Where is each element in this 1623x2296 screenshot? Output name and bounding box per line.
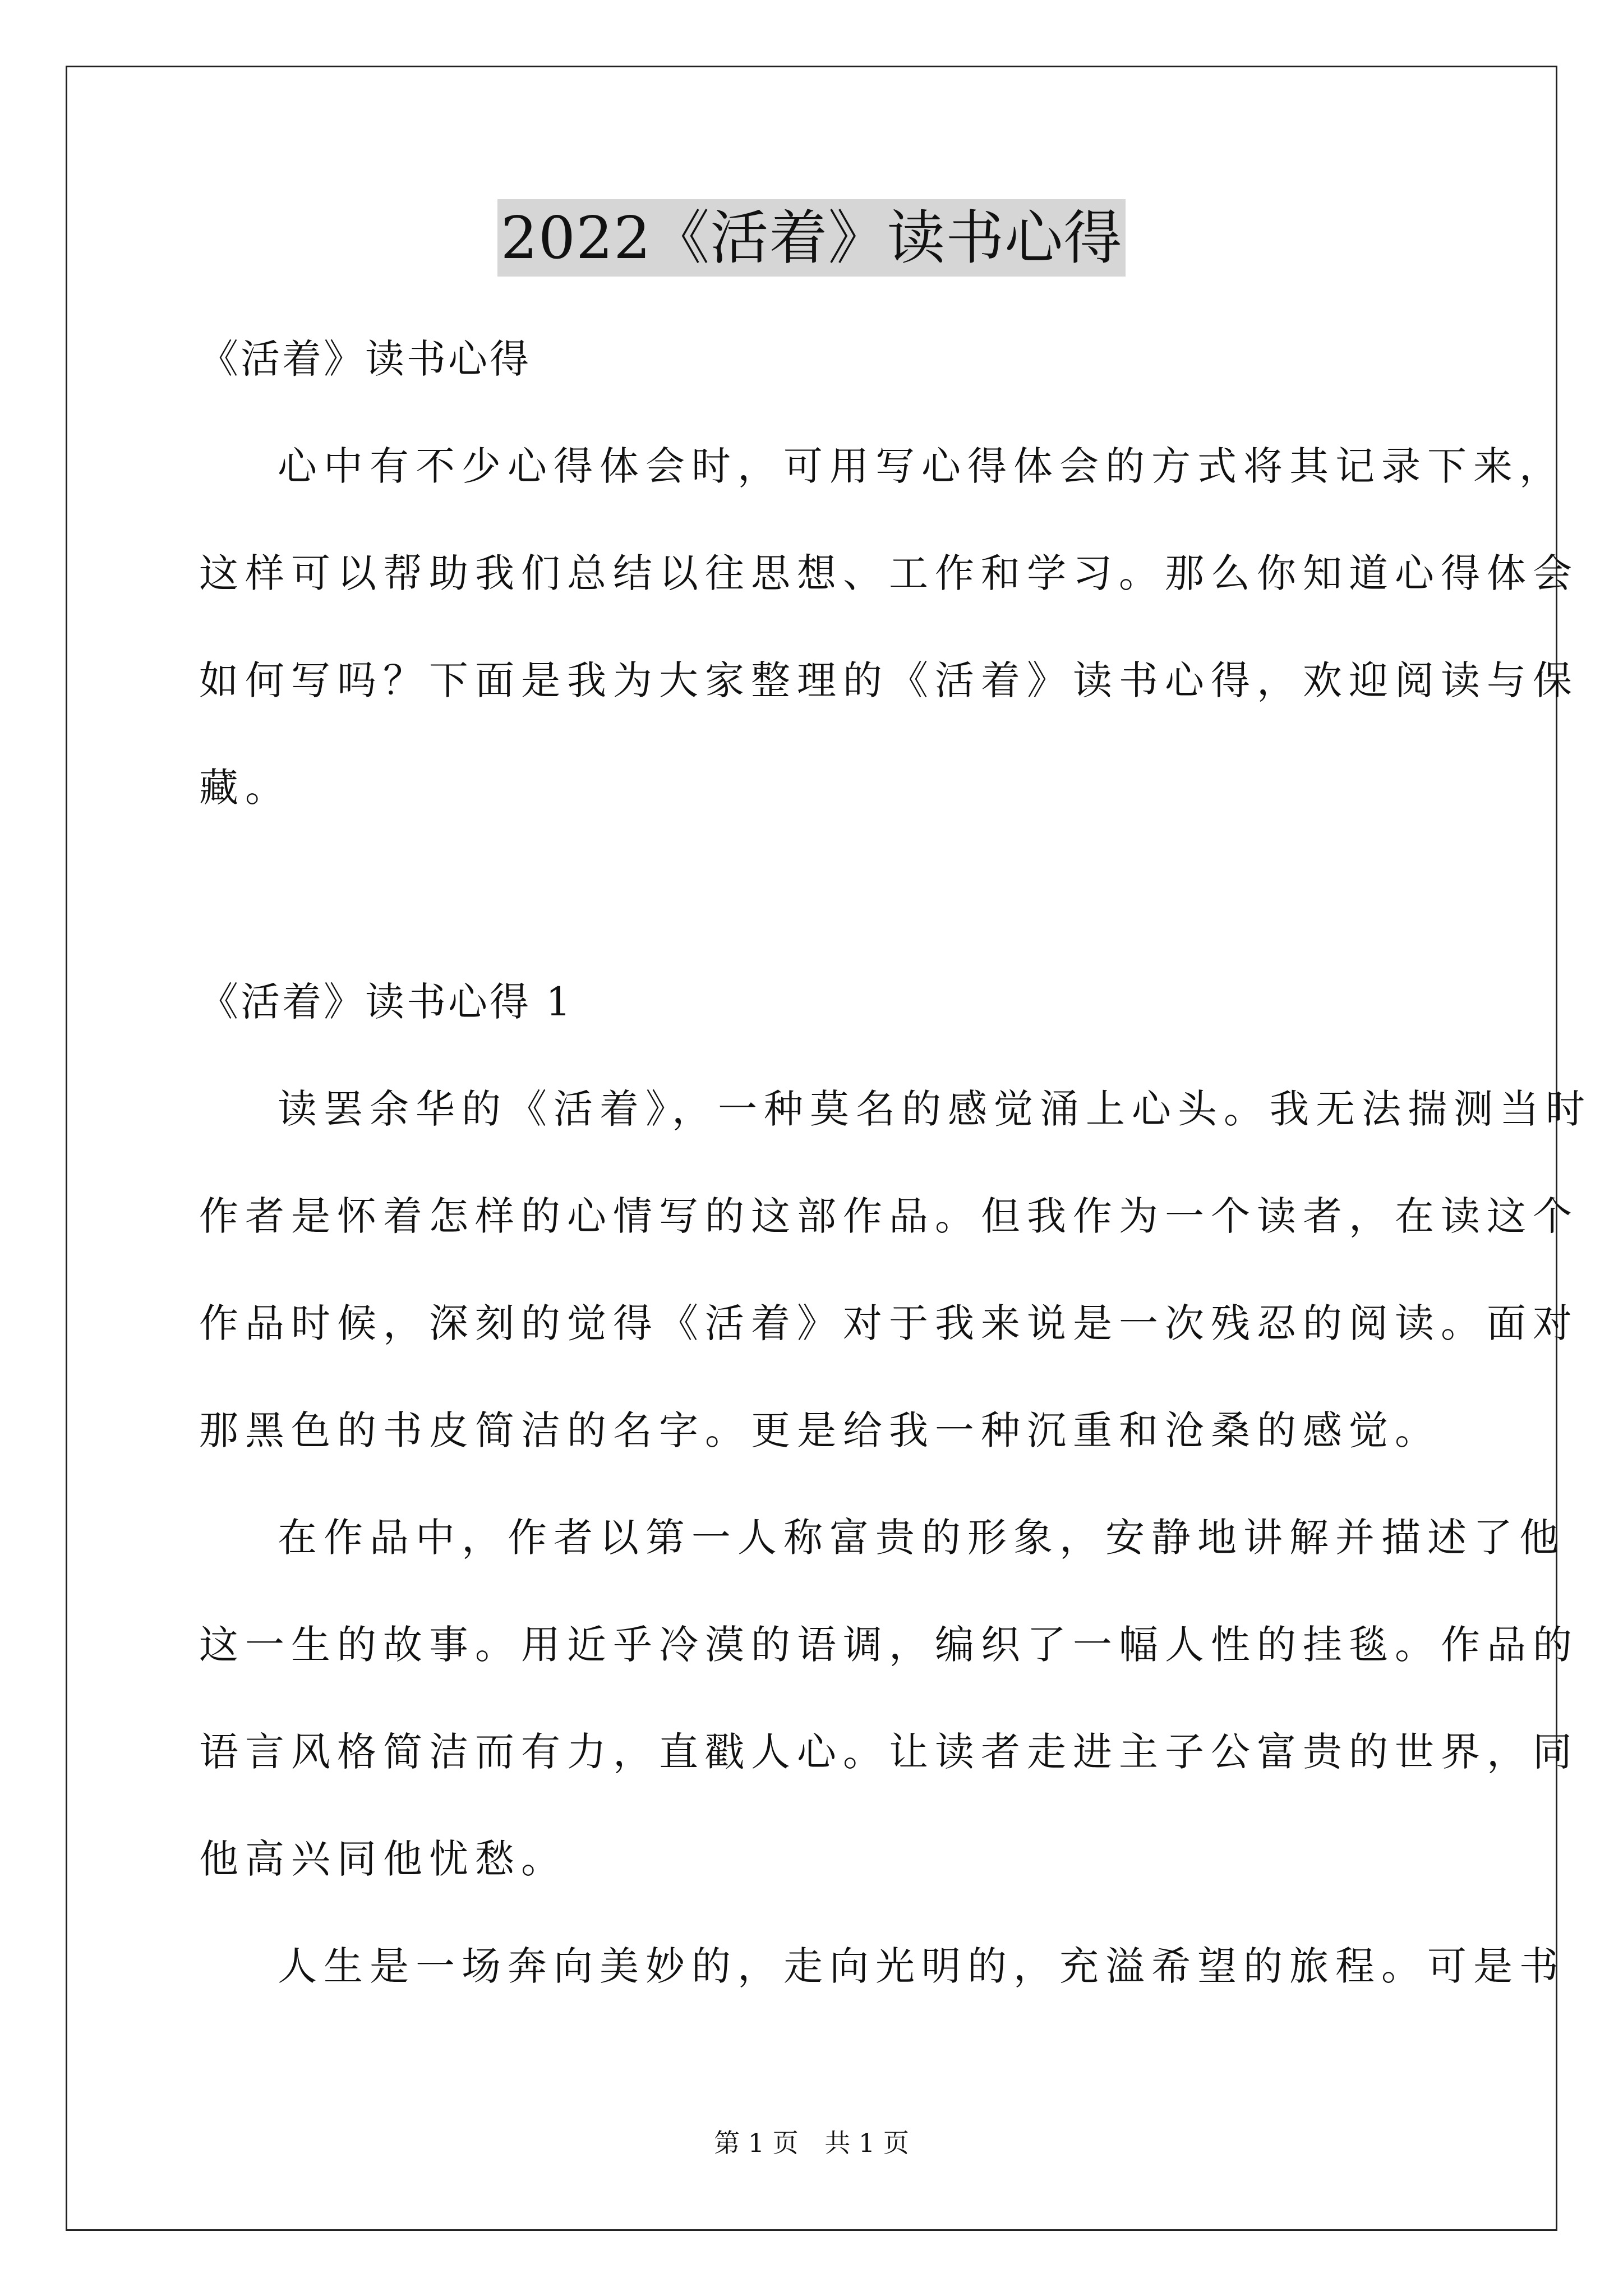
paragraph-line: 那黑色的书皮简洁的名字。更是给我一种沉重和沧桑的感觉。 xyxy=(199,1407,1441,1453)
paragraph-line: 语言风格简洁而有力，直戳人心。让读者走进主子公富贵的世界，同 xyxy=(199,1729,1579,1775)
section-heading: 《活着》读书心得 1 xyxy=(199,979,573,1025)
page-footer xyxy=(0,2126,1623,2160)
page-total: 共 1 页 xyxy=(824,2128,909,2158)
paragraph-spacer xyxy=(199,841,1433,949)
paragraph-line: 如何写吗？下面是我为大家整理的《活着》读书心得，欢迎阅读与保 xyxy=(199,657,1579,703)
paragraph-line: 他高兴同他忧愁。 xyxy=(199,1836,567,1882)
paragraph-line: 作品时候，深刻的觉得《活着》对于我来说是一次残忍的阅读。面对 xyxy=(199,1300,1579,1346)
document-body xyxy=(199,306,1592,2020)
document-title: 2022《活着》读书心得 xyxy=(497,199,1126,277)
paragraph-line: 读罢余华的《活着》，一种莫名的感觉涌上心头。我无法揣测当时 xyxy=(278,1086,1592,1132)
paragraph-line: 心中有不少心得体会时，可用写心得体会的方式将其记录下来， xyxy=(278,443,1565,489)
page-number: 第 1 页 xyxy=(714,2128,799,2158)
paragraph-line: 这样可以帮助我们总结以往思想、工作和学习。那么你知道心得体会 xyxy=(199,550,1579,596)
title-container xyxy=(0,199,1623,277)
section-heading: 《活着》读书心得 xyxy=(199,336,531,382)
paragraph-line: 在作品中，作者以第一人称富贵的形象，安静地讲解并描述了他 xyxy=(278,1515,1565,1561)
paragraph-line: 藏。 xyxy=(199,765,291,811)
paragraph-line: 人生是一场奔向美妙的，走向光明的，充溢希望的旅程。可是书 xyxy=(278,1943,1565,1989)
paragraph-line: 这一生的故事。用近乎冷漠的语调，编织了一幅人性的挂毯。作品的 xyxy=(199,1622,1579,1668)
paragraph-line: 作者是怀着怎样的心情写的这部作品。但我作为一个读者，在读这个 xyxy=(199,1193,1579,1239)
